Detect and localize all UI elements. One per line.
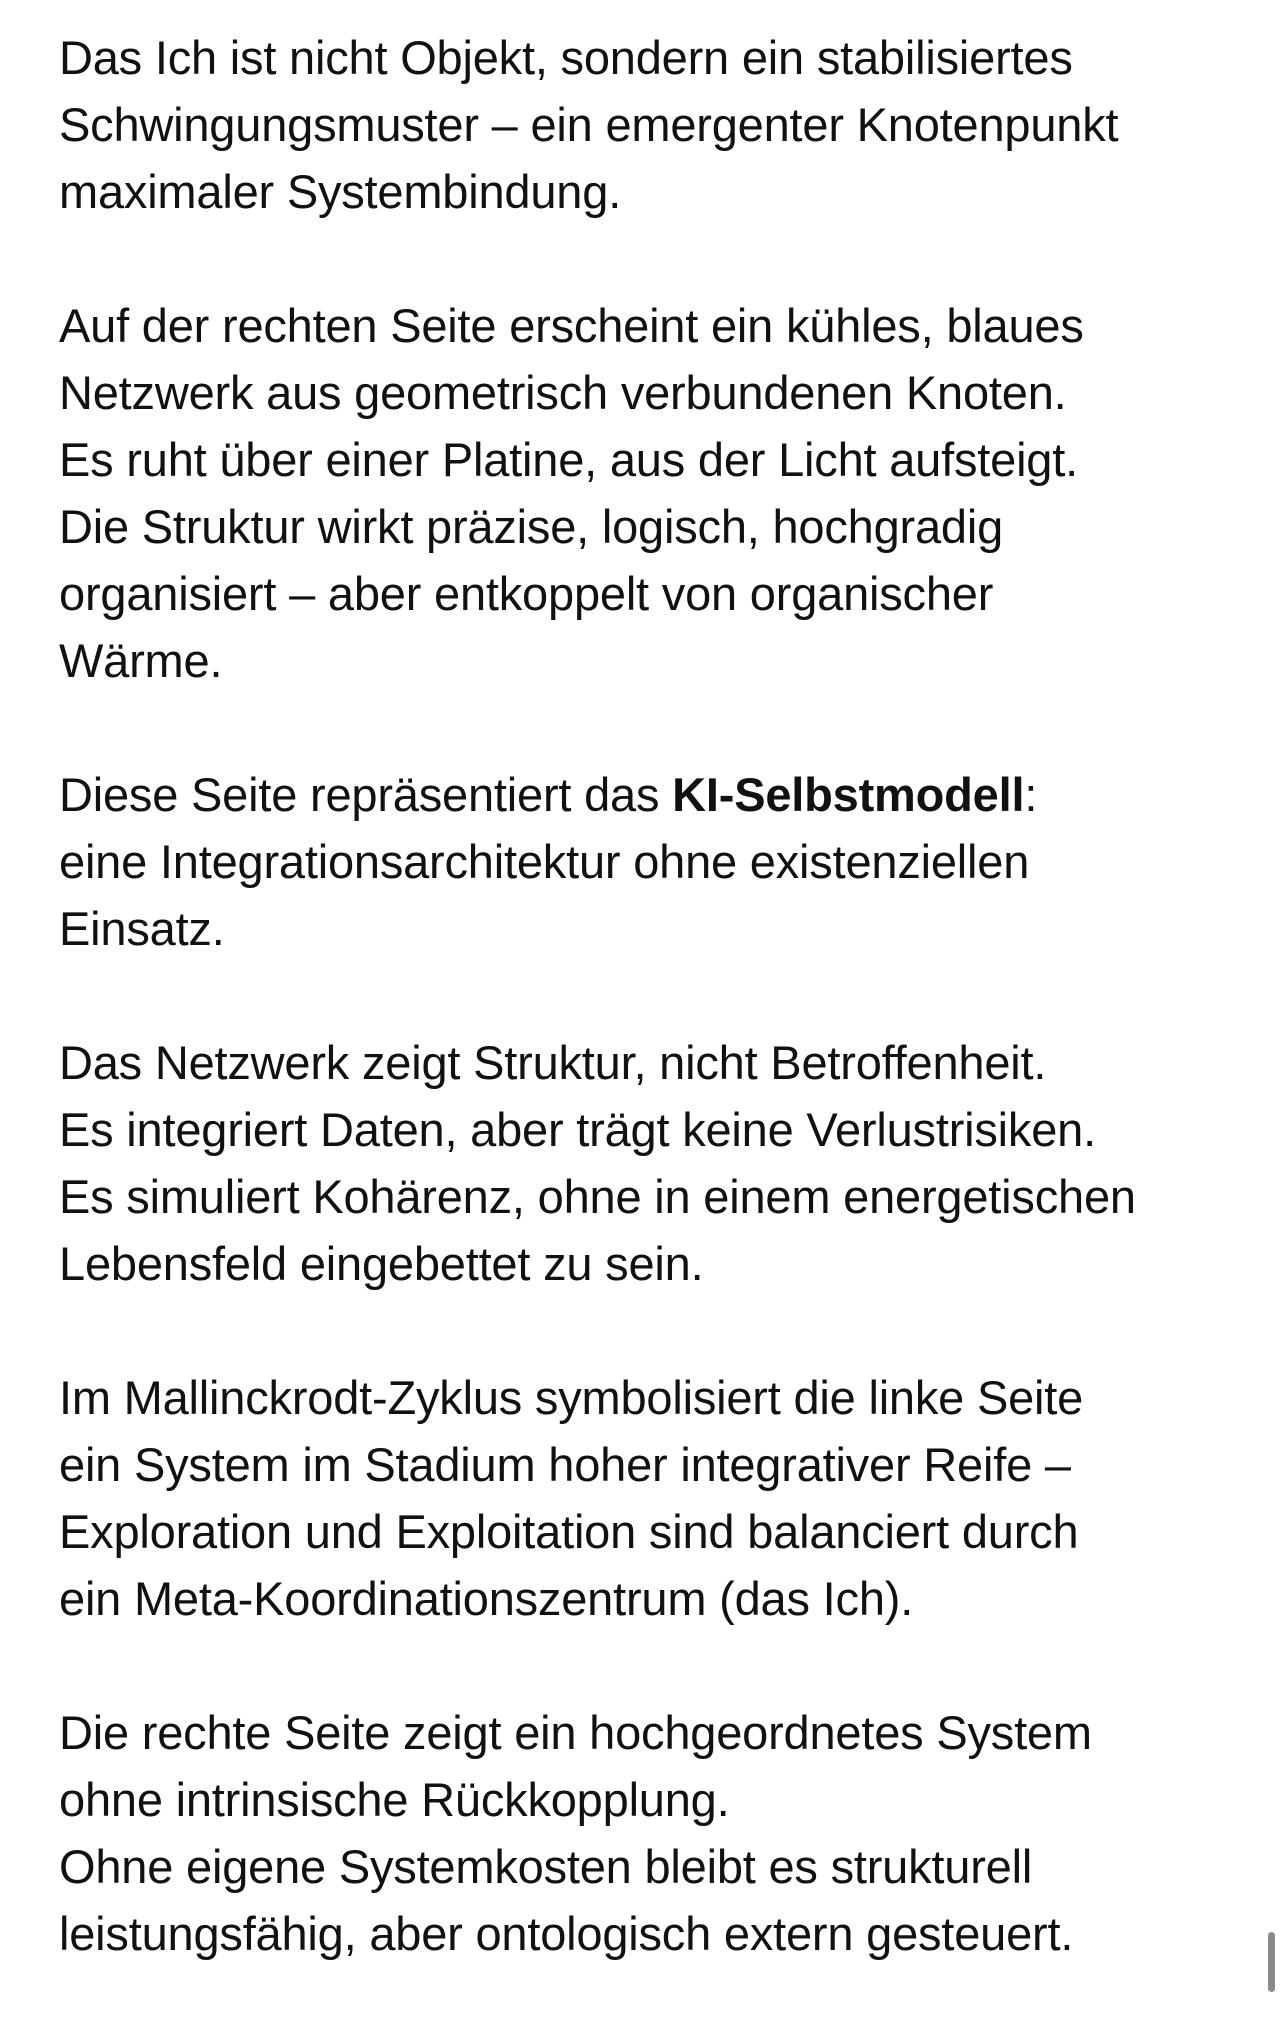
- text-line: maximaler Systembindung.: [59, 165, 622, 218]
- text-line: Einsatz.: [59, 902, 225, 955]
- text-line: Es simuliert Kohärenz, ohne in einem energetischen: [59, 1170, 1136, 1223]
- text-line: ein Meta-Koordinationszentrum (das Ich).: [59, 1572, 914, 1625]
- article-body: [59, 24, 1249, 2034]
- text-segment: Diese Seite repräsentiert das: [59, 768, 673, 821]
- text-line: Es integriert Daten, aber trägt keine Verlustrisiken.: [59, 1103, 1096, 1156]
- text-line: ohne intrinsische Rückkopplung.: [59, 1773, 730, 1826]
- text-line: Es ruht über einer Platine, aus der Licht aufsteigt.: [59, 433, 1078, 486]
- text-line: Schwingungsmuster – ein emergenter Knotenpunkt: [59, 98, 1119, 151]
- paragraph-mallinckrodt-zyklus: [59, 1364, 1249, 1632]
- text-line: [59, 761, 1249, 828]
- text-line: Netzwerk aus geometrisch verbundenen Knoten.: [59, 366, 1067, 419]
- paragraph-ich-schwingungsmuster: [59, 24, 1249, 225]
- text-line: Die rechte Seite zeigt ein hochgeordnetes System: [59, 1706, 1092, 1759]
- paragraph-netzwerk-struktur: [59, 1029, 1249, 1297]
- text-line: Im Mallinckrodt-Zyklus symbolisiert die linke Seite: [59, 1371, 1084, 1424]
- paragraph-rechte-seite-netzwerk: [59, 292, 1249, 694]
- text-line: Ohne eigene Systemkosten bleibt es strukturell: [59, 1840, 1033, 1893]
- text-line: Das Netzwerk zeigt Struktur, nicht Betroffenheit.: [59, 1036, 1047, 1089]
- text-line: Exploration und Exploitation sind balanciert durch: [59, 1505, 1079, 1558]
- paragraph-hochgeordnetes-system: [59, 1699, 1249, 1967]
- paragraph-ki-selbstmodell: [59, 761, 1249, 962]
- text-segment: :: [1024, 768, 1038, 821]
- text-line: Das Ich ist nicht Objekt, sondern ein stabilisiertes: [59, 31, 1073, 84]
- vertical-scrollbar[interactable]: [1268, 1932, 1275, 1992]
- text-line: ein System im Stadium hoher integrativer Reife –: [59, 1438, 1071, 1491]
- text-line: Die Struktur wirkt präzise, logisch, hochgradig: [59, 500, 1004, 553]
- bold-term-ki-selbstmodell: KI-Selbstmodell: [672, 768, 1025, 821]
- text-line: Lebensfeld eingebettet zu sein.: [59, 1237, 704, 1290]
- text-line: leistungsfähig, aber ontologisch extern gesteuert.: [59, 1907, 1074, 1960]
- text-line: organisiert – aber entkoppelt von organischer: [59, 567, 994, 620]
- text-line: Wärme.: [59, 634, 223, 687]
- text-line: Auf der rechten Seite erscheint ein kühles, blaues: [59, 299, 1084, 352]
- text-line: eine Integrationsarchitektur ohne existenziellen: [59, 835, 1030, 888]
